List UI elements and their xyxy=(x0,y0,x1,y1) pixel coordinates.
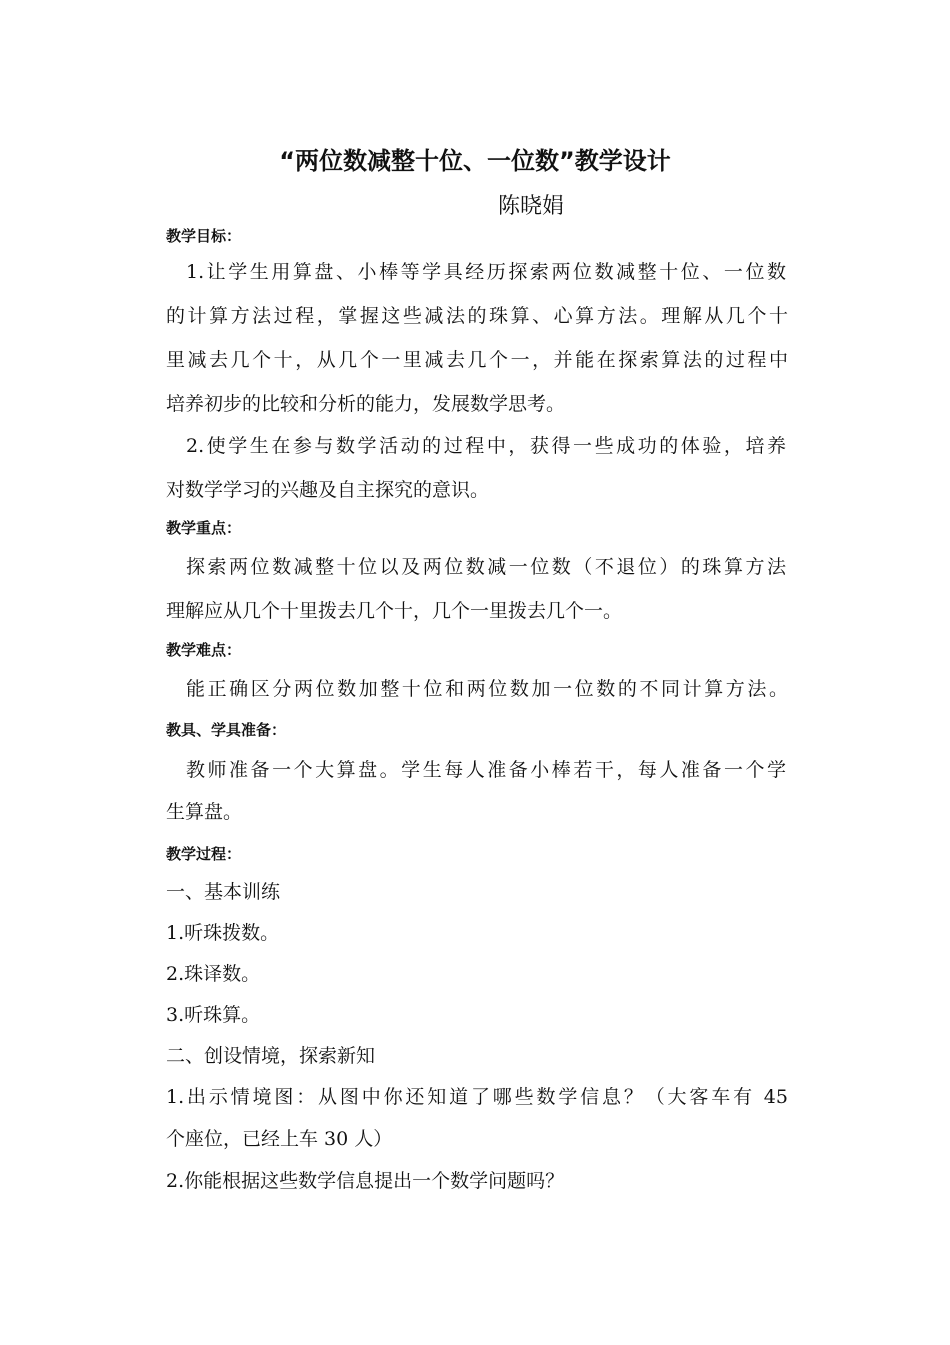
process-line: 1.听珠拨数。 xyxy=(166,922,280,944)
author-name: 陈晓娟 xyxy=(498,194,565,219)
process-line: 1.出示情境图：从图中你还知道了哪些数学信息？（大客车有 45 xyxy=(166,1086,788,1108)
goals-line: 1.让学生用算盘、小棒等学具经历探索两位数减整十位、一位数 xyxy=(186,261,786,283)
goals-heading: 教学目标： xyxy=(166,227,242,245)
process-line: 个座位，已经上车 30 人） xyxy=(166,1128,393,1150)
process-line: 2.珠译数。 xyxy=(166,963,261,985)
tools-line: 教师准备一个大算盘。学生每人准备小棒若干，每人准备一个学 xyxy=(186,759,786,781)
goals-line: 培养初步的比较和分析的能力，发展数学思考。 xyxy=(166,393,566,415)
process-line: 2.你能根据这些数学信息提出一个数学问题吗？ xyxy=(166,1170,565,1192)
process-heading: 教学过程： xyxy=(166,845,242,863)
key-line: 理解应从几个十里拨去几个十，几个一里拨去几个一。 xyxy=(166,600,623,622)
tools-heading: 教具、学具准备： xyxy=(166,721,287,739)
goals-line: 2.使学生在参与数学活动的过程中，获得一些成功的体验，培养 xyxy=(186,435,786,457)
goals-line: 的计算方法过程，掌握这些减法的珠算、心算方法。理解从几个十 xyxy=(166,305,788,327)
process-line: 二、创设情境，探索新知 xyxy=(166,1045,376,1067)
goals-line: 对数学学习的兴趣及自主探究的意识。 xyxy=(166,479,490,501)
document-title: “两位数减整十位、一位数”教学设计 xyxy=(279,147,671,175)
process-line: 3.听珠算。 xyxy=(166,1004,261,1026)
key-line: 探索两位数减整十位以及两位数减一位数（不退位）的珠算方法 xyxy=(186,556,786,578)
difficulty-heading: 教学难点： xyxy=(166,641,242,659)
key-heading: 教学重点： xyxy=(166,519,242,537)
tools-line: 生算盘。 xyxy=(166,801,243,823)
goals-line: 里减去几个十，从几个一里减去几个一，并能在探索算法的过程中 xyxy=(166,349,788,371)
difficulty-line: 能正确区分两位数加整十位和两位数加一位数的不同计算方法。 xyxy=(186,678,788,700)
process-line: 一、基本训练 xyxy=(166,881,281,903)
